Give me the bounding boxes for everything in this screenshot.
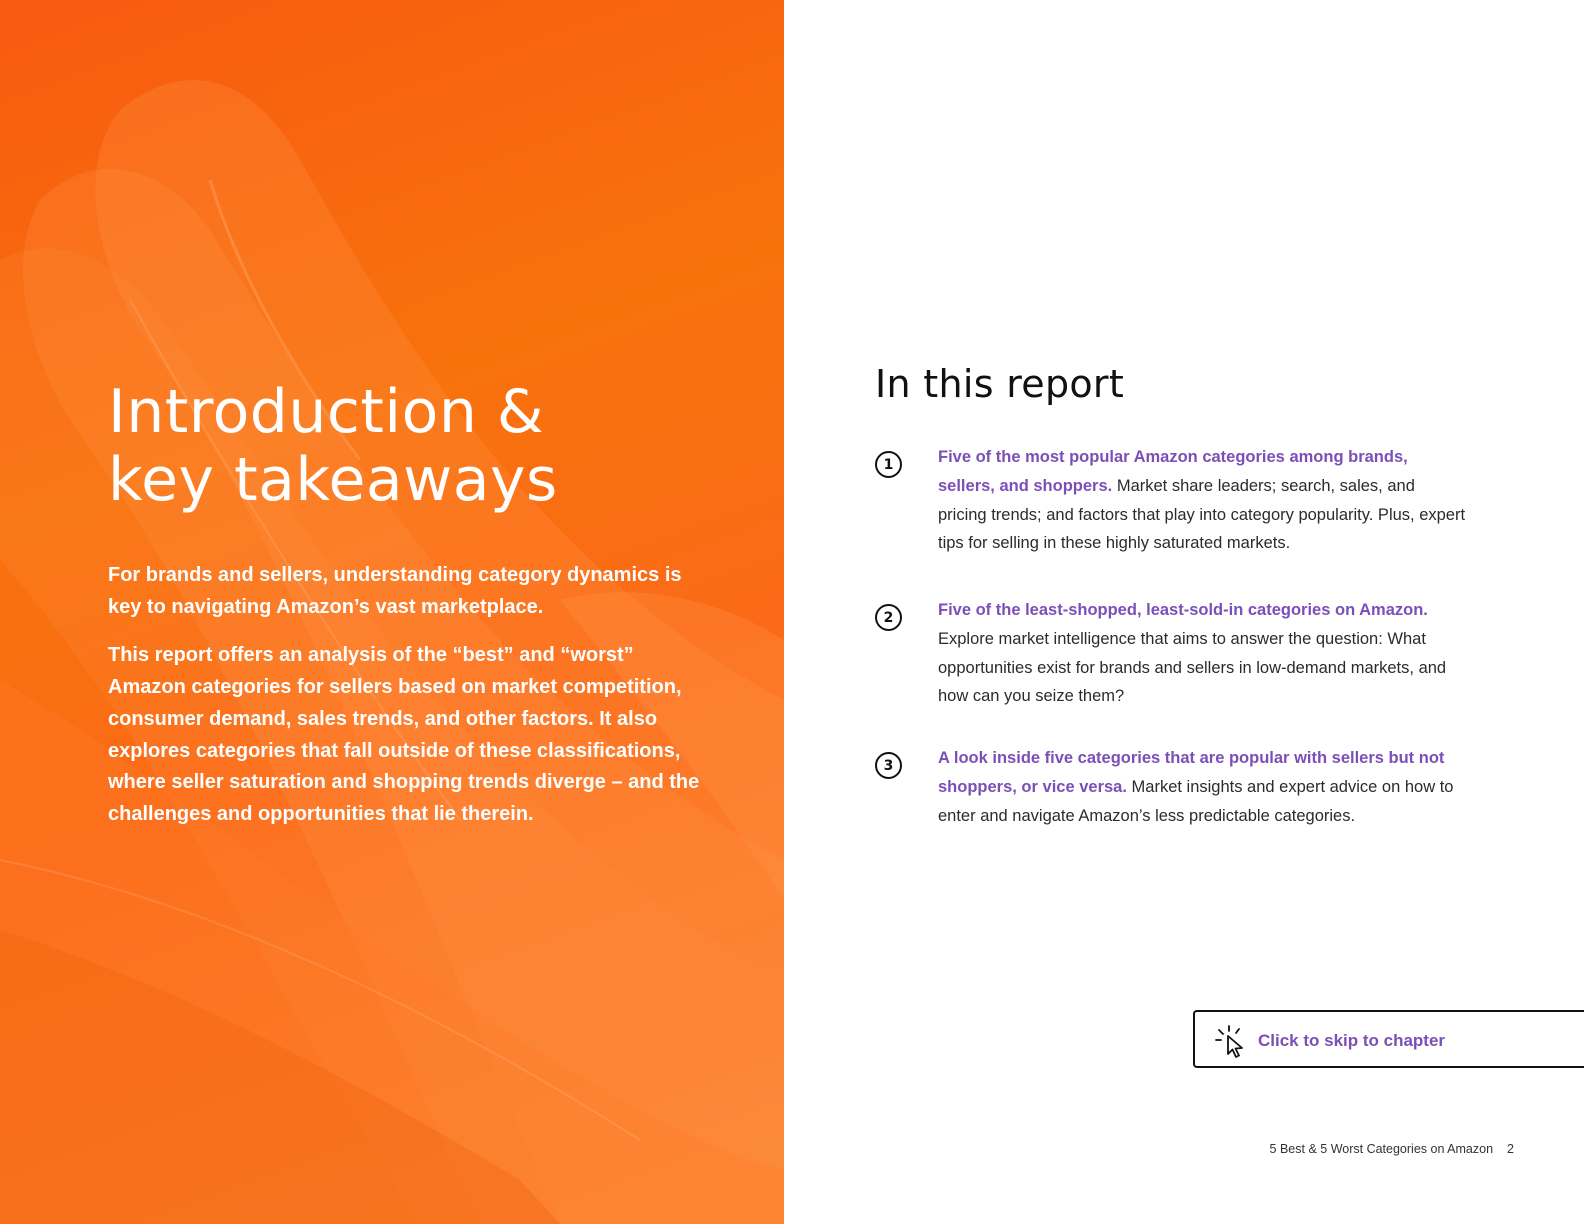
- number-badge-3: 3: [875, 752, 902, 779]
- skip-button-label: Click to skip to chapter: [1258, 1031, 1446, 1050]
- report-item-highlight-1[interactable]: Five of the most popular Amazon categories among brands, sellers, and shoppers.: [938, 448, 1408, 495]
- intro-body: [108, 560, 708, 848]
- report-item-text-2: [938, 596, 1468, 711]
- intro-paragraph-2: This report offers an analysis of the “best” and “worst” Amazon categories for sellers based on market competition, consumer demand, sales trends, and other factors. It also explores categories that fall outside of these classifications, where seller saturation and shopping trends diverge – and the challenges and opportunities that lie therein.: [108, 644, 700, 825]
- footer-title: 5 Best & 5 Worst Categories on Amazon: [1269, 1142, 1494, 1156]
- intro-title-line2: key takeaways: [108, 445, 558, 515]
- number-badge-1: 1: [875, 451, 902, 478]
- report-item-desc-1: Market share leaders; search, sales, and pricing trends; and factors that play into category popularity. Plus, expert tips for selling in these highly saturated markets.: [938, 476, 1466, 553]
- page-number: 2: [1507, 1142, 1514, 1156]
- intro-paragraph-1: For brands and sellers, understanding category dynamics is key to navigating Amazon’s vast marketplace.: [108, 564, 682, 618]
- report-item-text-1: [938, 443, 1468, 558]
- page-footer: [1270, 1142, 1514, 1156]
- hero-panel: [0, 0, 784, 1224]
- report-heading: In this report: [875, 362, 1125, 406]
- number-badge-2: 2: [875, 604, 902, 631]
- report-item-highlight-2[interactable]: Five of the least-shopped, least-sold-in categories on Amazon.: [938, 601, 1428, 619]
- report-item-text-3: [938, 744, 1468, 830]
- cursor-click-icon: [1215, 1024, 1249, 1058]
- report-item-highlight-3[interactable]: A look inside five categories that are popular with sellers but not shoppers, or vice versa.: [938, 749, 1445, 796]
- intro-title: [108, 378, 558, 514]
- skip-to-chapter-button[interactable]: [1193, 1010, 1584, 1068]
- report-item-desc-2: Explore market intelligence that aims to answer the question: What opportunities exist for brands and sellers in low-demand markets, and how can you seize them?: [938, 629, 1447, 706]
- report-item-desc-3: Market insights and expert advice on how to enter and navigate Amazon’s less predictable categories.: [938, 777, 1454, 825]
- intro-title-line1: Introduction &: [108, 377, 545, 447]
